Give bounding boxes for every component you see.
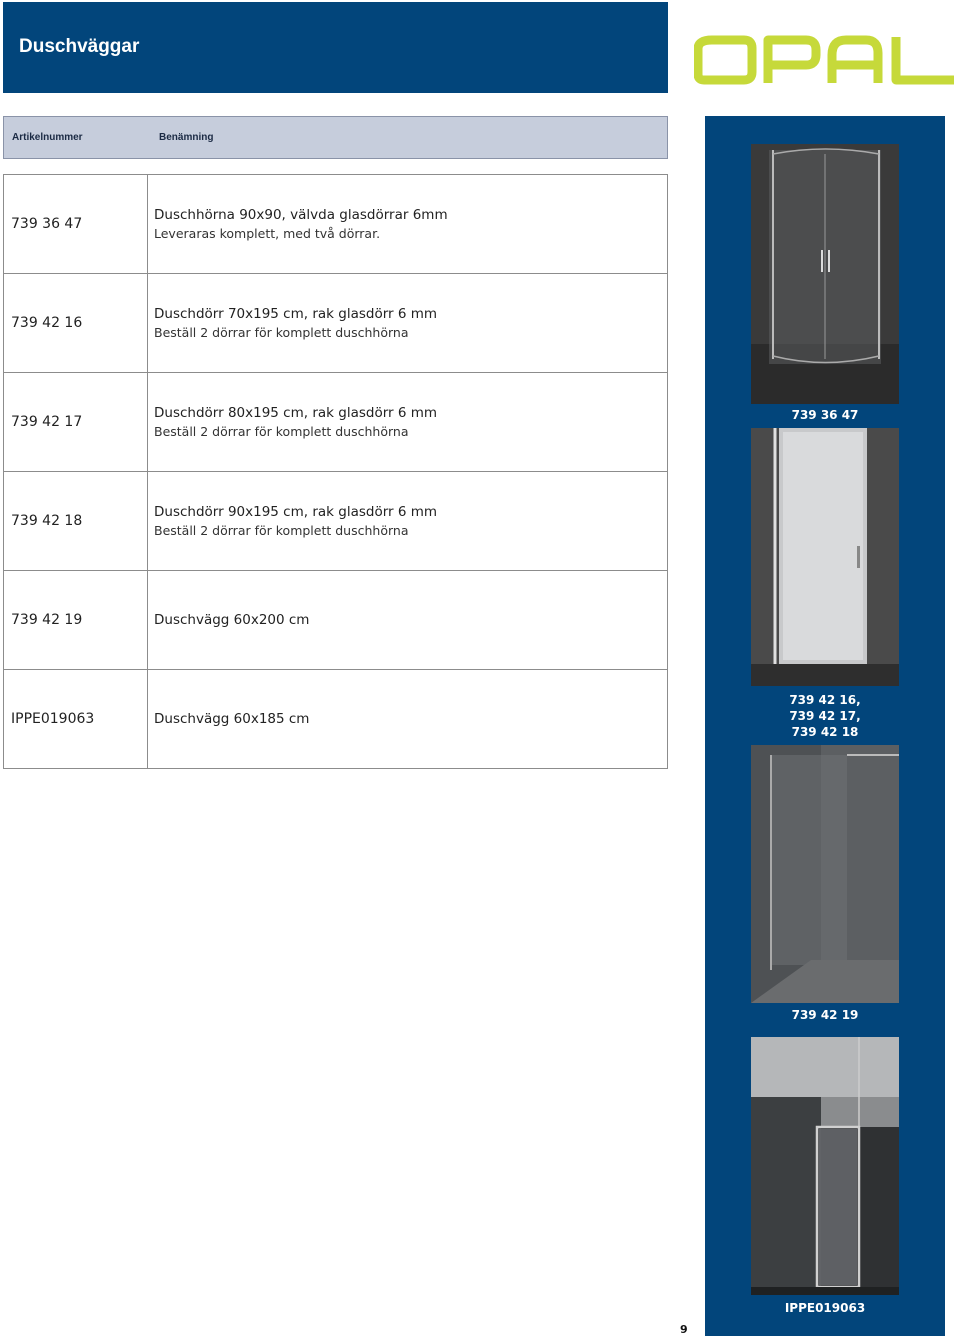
table-row xyxy=(4,175,667,274)
curved-shower-corner-photo xyxy=(751,144,899,404)
photo-caption: IPPE019063 xyxy=(784,1301,866,1315)
table-row xyxy=(4,274,667,373)
page-number: 9 xyxy=(680,1323,688,1336)
product-note: Leveraras komplett, med två dörrar. xyxy=(154,226,381,241)
shower-wall-with-door-photo xyxy=(751,1037,899,1295)
product-name: Duschvägg 60x200 cm xyxy=(154,612,310,628)
article-number: 739 42 19 xyxy=(11,612,83,628)
straight-glass-door-photo xyxy=(751,428,899,686)
table-row xyxy=(4,670,667,769)
table-row xyxy=(4,472,667,571)
photo-caption: 739 42 19 xyxy=(791,1008,859,1022)
opal-logo xyxy=(694,35,956,85)
photo-caption: 739 36 47 xyxy=(791,408,859,422)
column-header-article-number: Artikelnummer xyxy=(12,132,83,143)
product-name: Duschhörna 90x90, välvda glasdörrar 6mm xyxy=(154,207,448,223)
article-number: 739 36 47 xyxy=(11,216,83,232)
table-row xyxy=(4,571,667,670)
product-table xyxy=(3,174,668,769)
product-note: Beställ 2 dörrar för komplett duschhörna xyxy=(154,325,409,340)
column-header-name: Benämning xyxy=(159,132,214,143)
article-number: 739 42 16 xyxy=(11,315,83,331)
article-number: 739 42 17 xyxy=(11,414,83,430)
shower-wall-photo xyxy=(751,745,899,1003)
product-note: Beställ 2 dörrar för komplett duschhörna xyxy=(154,424,409,439)
product-note: Beställ 2 dörrar för komplett duschhörna xyxy=(154,523,409,538)
product-name: Duschdörr 70x195 cm, rak glasdörr 6 mm xyxy=(154,306,438,322)
header-band xyxy=(3,2,668,93)
page-title: Duschväggar xyxy=(19,36,140,57)
photo-caption: 739 42 16, 739 42 17, 739 42 18 xyxy=(789,693,861,739)
article-number: 739 42 18 xyxy=(11,513,83,529)
product-name: Duschdörr 80x195 cm, rak glasdörr 6 mm xyxy=(154,405,438,421)
article-number: IPPE019063 xyxy=(11,711,95,727)
table-row xyxy=(4,373,667,472)
product-name: Duschvägg 60x185 cm xyxy=(154,711,310,727)
table-header xyxy=(3,116,668,159)
product-name: Duschdörr 90x195 cm, rak glasdörr 6 mm xyxy=(154,504,438,520)
